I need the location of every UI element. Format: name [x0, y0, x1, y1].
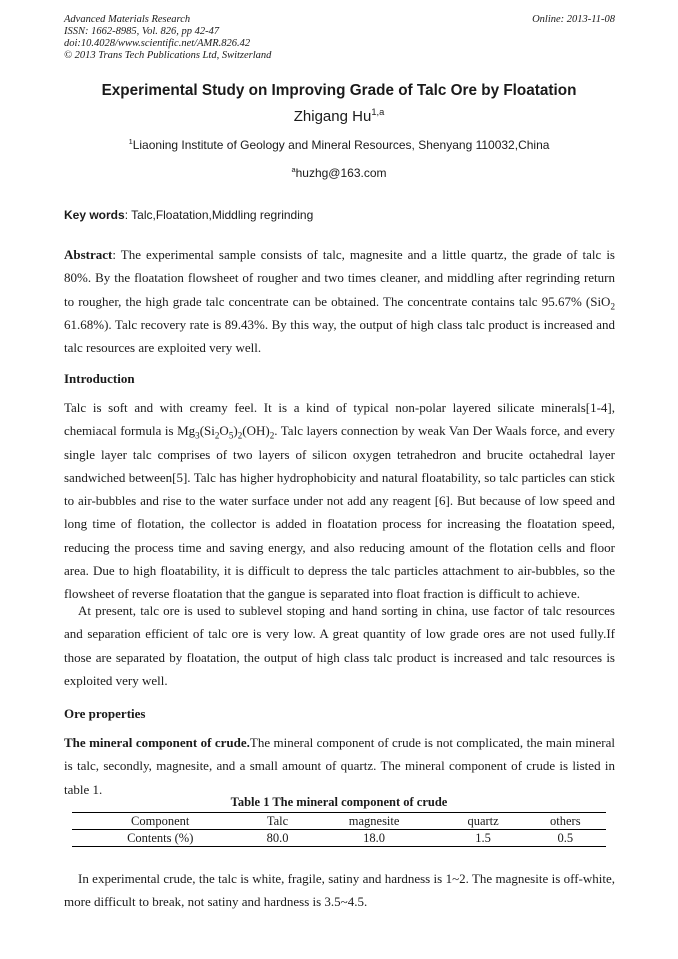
intro-text: ): [233, 423, 238, 439]
keywords-label: Key words: [64, 208, 125, 222]
table-cell: 80.0: [248, 830, 306, 847]
mineral-table: [72, 812, 606, 847]
formula-sub: 2: [237, 430, 243, 441]
affiliation-sup: 1: [128, 137, 133, 146]
issn: ISSN: 1662-8985, Vol. 826, pp 42-47: [64, 26, 220, 37]
formula-sub: 3: [195, 430, 200, 441]
author-name: Zhigang Hu: [293, 108, 372, 125]
ore-text: The mineral component of crude is not complicated, the main mineral is talc, secondly, magnesite, and a small amount of quartz. The mineral component of crude is listed in table 1.: [64, 735, 615, 797]
author: [0, 108, 678, 125]
ore-lead: The mineral component of crude.: [64, 735, 250, 750]
table-header-cell: others: [525, 813, 606, 830]
table-header-cell: quartz: [442, 813, 525, 830]
formula-sub: 5: [228, 430, 234, 441]
intro-text: Talc is soft and with creamy feel. It is a kind of typical non-polar layered silicate minerals[1-4], chemiacal formula is Mg: [64, 400, 615, 439]
introduction-paragraph-1: [64, 396, 615, 606]
keywords-text: : Talc,Floatation,Middling regrinding: [124, 208, 314, 222]
email-sup: a: [291, 165, 296, 174]
closing-paragraph: In experimental crude, the talc is white, fragile, satiny and hardness is 1~2. The magnesite is off-white, more difficult to break, not satiny and hardness is 3.5~4.5.: [64, 871, 615, 910]
table-cell: 0.5: [525, 830, 606, 847]
intro-text: . Talc layers connection by weak Van Der Waals force, and every single layer talc comprises of two layers of silicon oxygen tetrahedron and brucite octahedral layer sandwiched between[5]. Talc has higher hydrophobicity and natural floatability, so talc particles can stick to air-bubbles and rise to the water surface under not add any reagent [6]. But because of low speed and long time of flotation, the collector is added in floatation process for increasing the floatation speed, reducing the process time and saving energy, and also reducing amount of the flotation cells and floor area. Due to high floatability, it is difficult to depress the talc particles attachment to air-bubbles, so the flowsheet of reverse floatation that the gangue is separated into float fraction is difficult to achieve.: [64, 423, 615, 602]
table-cell: Contents (%): [72, 830, 248, 847]
abstract-text: : The experimental sample consists of talc, magnesite and a little quartz, the grade of talc is 80%. By the floatation flowsheet of rougher and two times cleaner, and middling after regrinding return to rougher, the high grade talc concentrate can be obtained. The concentrate contains talc 95.67% (SiO: [64, 247, 615, 309]
email: [0, 166, 678, 180]
intro-text: (OH): [242, 423, 270, 439]
introduction-heading: Introduction: [64, 371, 135, 386]
affiliation: [0, 138, 678, 152]
formula-sub: 2: [214, 430, 220, 441]
abstract: [64, 243, 615, 359]
doi: doi:10.4028/www.scientific.net/AMR.826.42: [64, 38, 251, 49]
journal-name: Advanced Materials Research: [64, 14, 191, 25]
email-text: huzhg@163.com: [295, 166, 387, 180]
abstract-text-cont: 61.68%). Talc recovery rate is 89.43%. By this way, the output of high class talc product is increased and talc resources are exploited very well.: [64, 316, 615, 356]
online-date: Online: 2013-11-08: [532, 14, 615, 25]
running-header: [64, 14, 615, 62]
abstract-label: Abstract: [64, 247, 113, 262]
keywords: [64, 208, 313, 222]
table-cell: 1.5: [442, 830, 525, 847]
table-header-cell: magnesite: [307, 813, 442, 830]
formula-sub: 2: [269, 430, 275, 441]
abstract-sub: 2: [610, 301, 615, 312]
ore-properties-paragraph: [64, 731, 615, 801]
table-header-row: [72, 813, 606, 830]
author-sup: 1,a: [371, 107, 385, 117]
table-cell: 18.0: [307, 830, 442, 847]
intro-text: O: [219, 423, 229, 439]
copyright: © 2013 Trans Tech Publications Ltd, Switzerland: [64, 50, 272, 61]
introduction-paragraph-2: At present, talc ore is used to sublevel stoping and hand sorting in china, use factor of talc resources and separation efficient of talc ore is very low. A great quantity of low grade ores are not used fully.If those are separated by floatation, the output of high class talc product is increased and talc resources is exploited very well.: [64, 603, 615, 688]
ore-properties-heading: Ore properties: [64, 706, 146, 721]
table-header-cell: Talc: [248, 813, 306, 830]
table-row: [72, 830, 606, 847]
intro-text: (Si: [199, 423, 215, 439]
paper-title: Experimental Study on Improving Grade of Talc Ore by Floatation: [101, 82, 577, 99]
affiliation-text: Liaoning Institute of Geology and Mineral Resources, Shenyang 110032,China: [132, 138, 550, 152]
table-caption: Table 1 The mineral component of crude: [230, 795, 448, 809]
table-header-cell: Component: [72, 813, 248, 830]
